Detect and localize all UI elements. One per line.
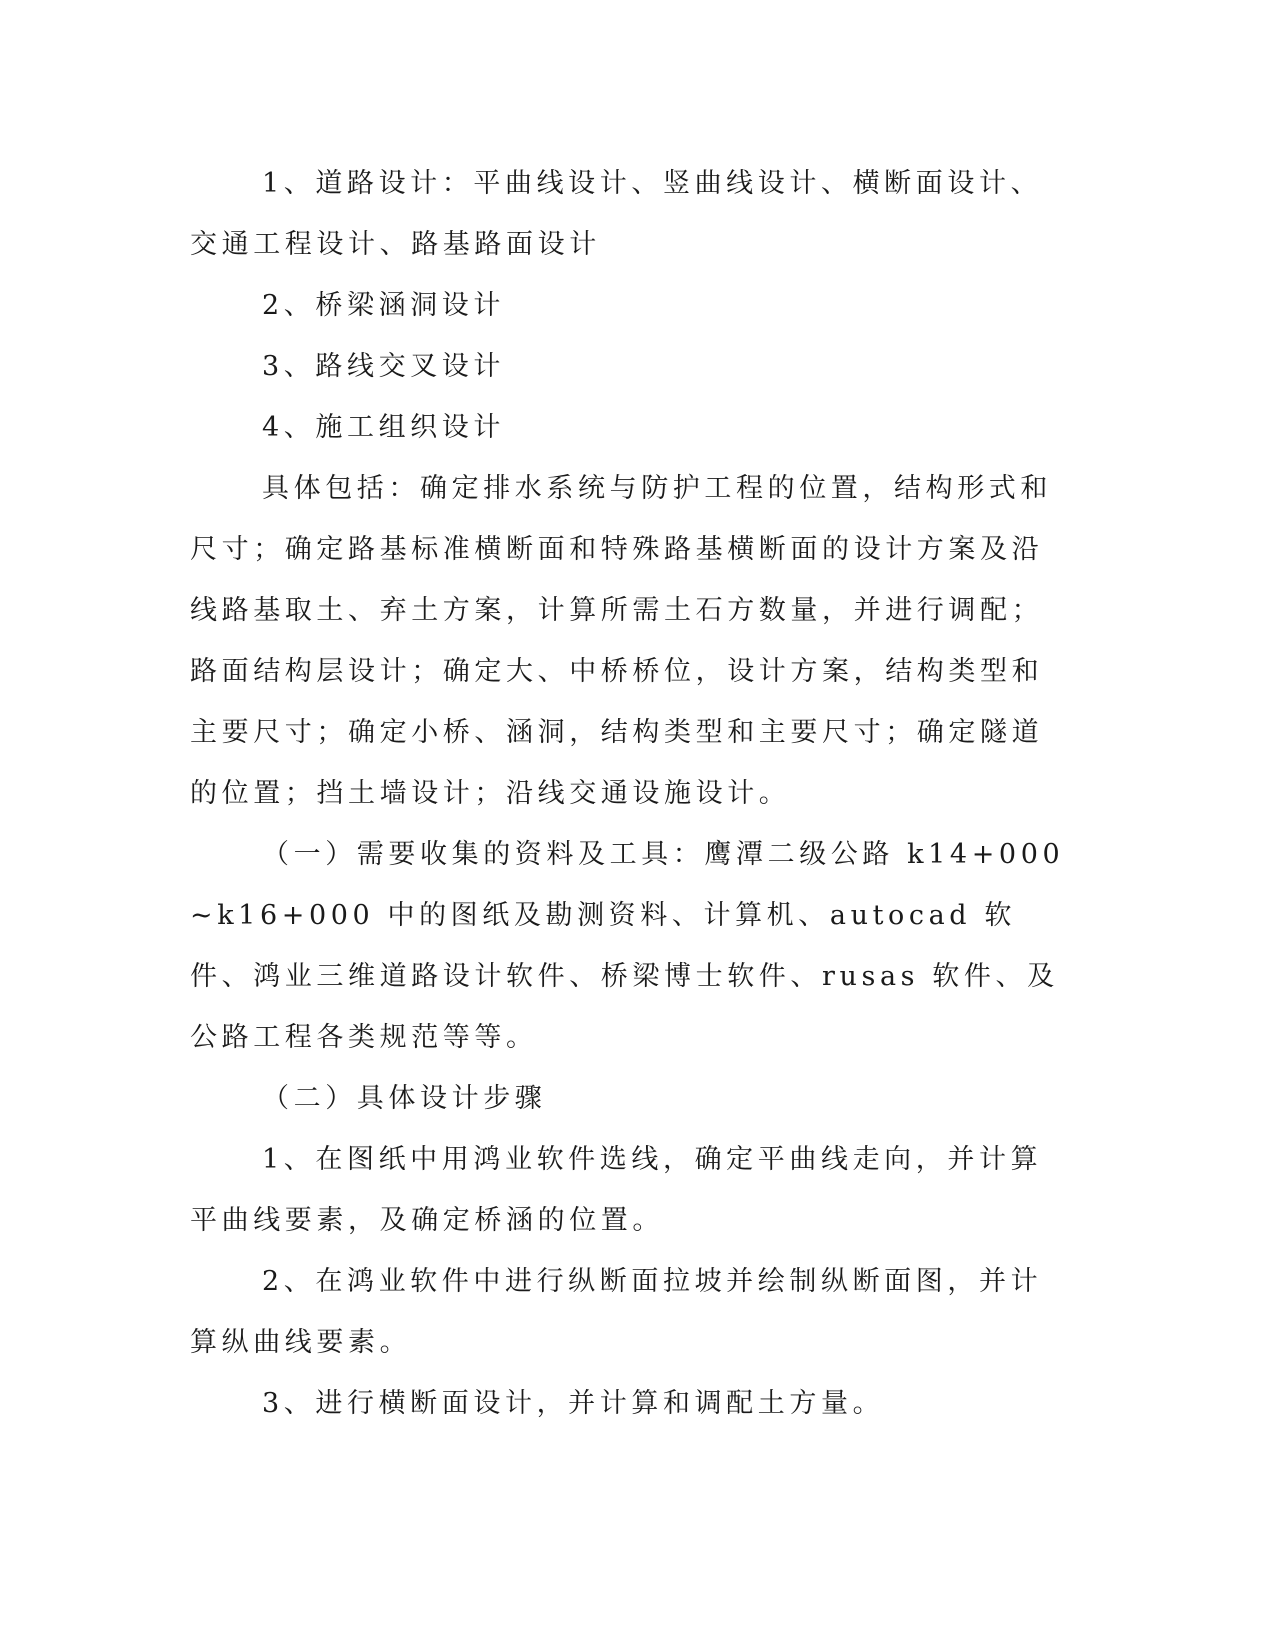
paragraph-step-3: 3、进行横断面设计，并计算和调配土方量。 xyxy=(262,1388,885,1419)
paragraph-bridge-culvert-design: 2、桥梁涵洞设计 xyxy=(262,290,505,321)
paragraph-design-steps-heading: （二）具体设计步骤 xyxy=(262,1083,547,1114)
paragraph-materials-and-tools: （一）需要收集的资料及工具：鹰潭二级公路 k14+000~k16+000 中的图纸及勘测资料、计算机、autocad 软件、鸿业三维道路设计软件、桥梁博士软件、rusas 软件、及公路工程各类规范等等。 xyxy=(190,839,1065,1053)
paragraph-road-design: 1、道路设计：平曲线设计、竖曲线设计、横断面设计、交通工程设计、路基路面设计 xyxy=(190,168,1043,260)
paragraph-route-intersection-design: 3、路线交叉设计 xyxy=(262,351,505,382)
paragraph-specific-contents: 具体包括：确定排水系统与防护工程的位置，结构形式和尺寸；确定路基标准横断面和特殊路基横断面的设计方案及沿线路基取土、弃土方案，计算所需土石方数量，并进行调配；路面结构层设计；确定大、中桥桥位，设计方案，结构类型和主要尺寸；确定小桥、涵洞，结构类型和主要尺寸；确定隧道的位置；挡土墙设计；沿线交通设施设计。 xyxy=(190,473,1052,809)
paragraph-step-1: 1、在图纸中用鸿业软件选线，确定平曲线走向，并计算平曲线要素，及确定桥涵的位置。 xyxy=(190,1144,1043,1236)
document-body xyxy=(190,153,1070,1434)
paragraph-construction-organization-design: 4、施工组织设计 xyxy=(262,412,505,443)
paragraph-step-2: 2、在鸿业软件中进行纵断面拉坡并绘制纵断面图，并计算纵曲线要素。 xyxy=(190,1266,1043,1358)
